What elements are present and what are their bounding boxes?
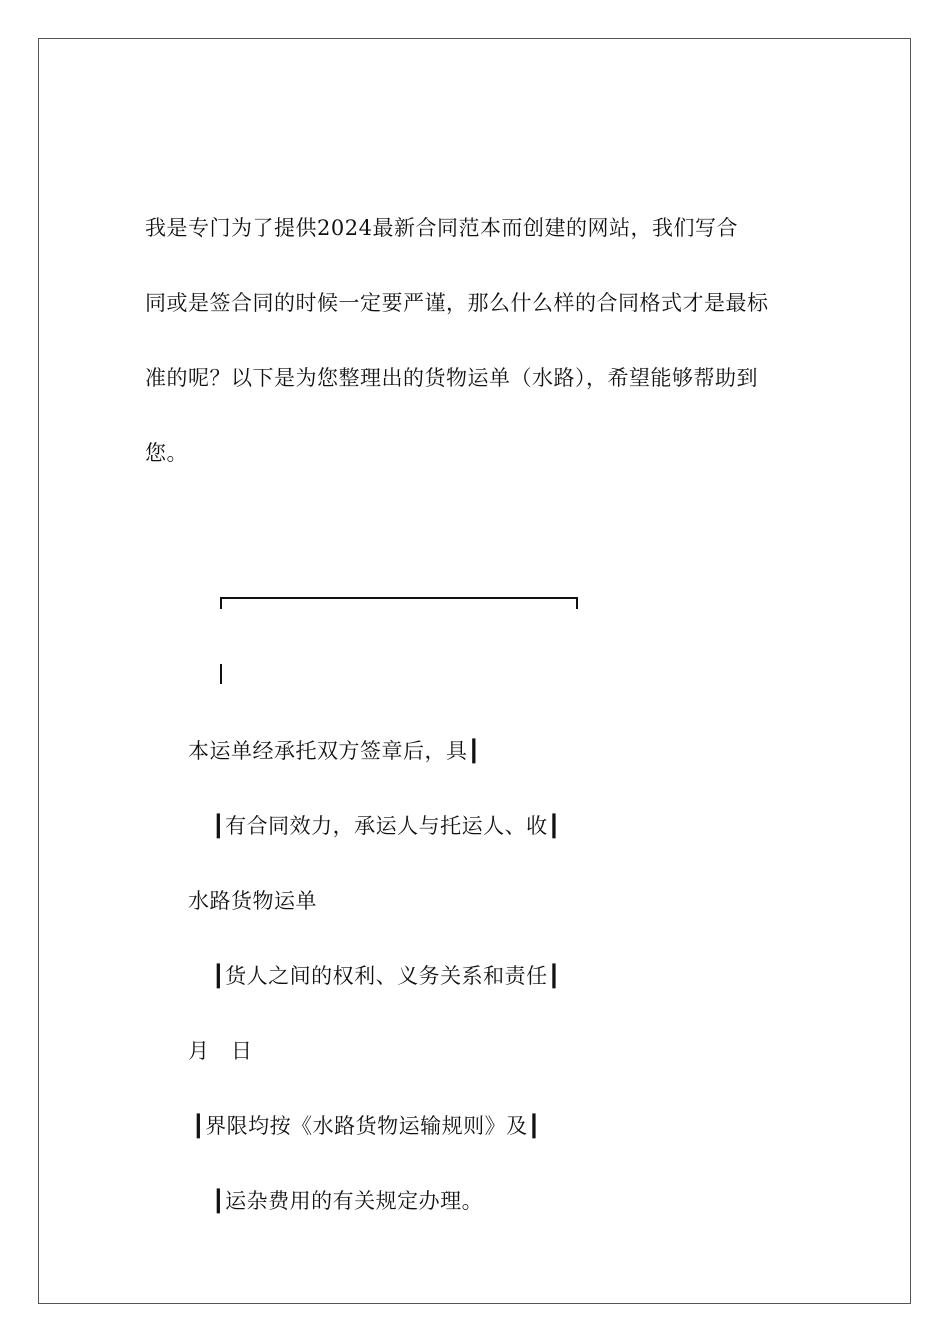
intro-line-3: 准的呢？以下是为您整理出的货物运单（水路），希望能够帮助到	[145, 366, 758, 390]
form-line-c: ┃货人之间的权利、义务关系和责任┃	[212, 964, 561, 988]
intro-line-4: 您。	[145, 441, 188, 465]
intro-line-2: 同或是签合同的时候一定要严谨，那么什么样的合同格式才是最标	[145, 291, 769, 315]
form-line-d: ┃界限均按《水路货物运输规则》及┃	[192, 1114, 541, 1138]
intro-line-1: 我是专门为了提供2024最新合同范本而创建的网站，我们写合	[145, 216, 738, 240]
form-box-top-border	[220, 597, 578, 609]
form-line-e: ┃运杂费用的有关规定办理。	[212, 1189, 484, 1213]
form-line-b: ┃有合同效力，承运人与托运人、收┃	[212, 814, 561, 838]
form-date: 月 日	[188, 1039, 253, 1063]
form-box-left-bar	[220, 664, 222, 684]
form-title: 水路货物运单	[188, 889, 317, 913]
form-line-a: 本运单经承托双方签章后，具┃	[188, 739, 481, 763]
